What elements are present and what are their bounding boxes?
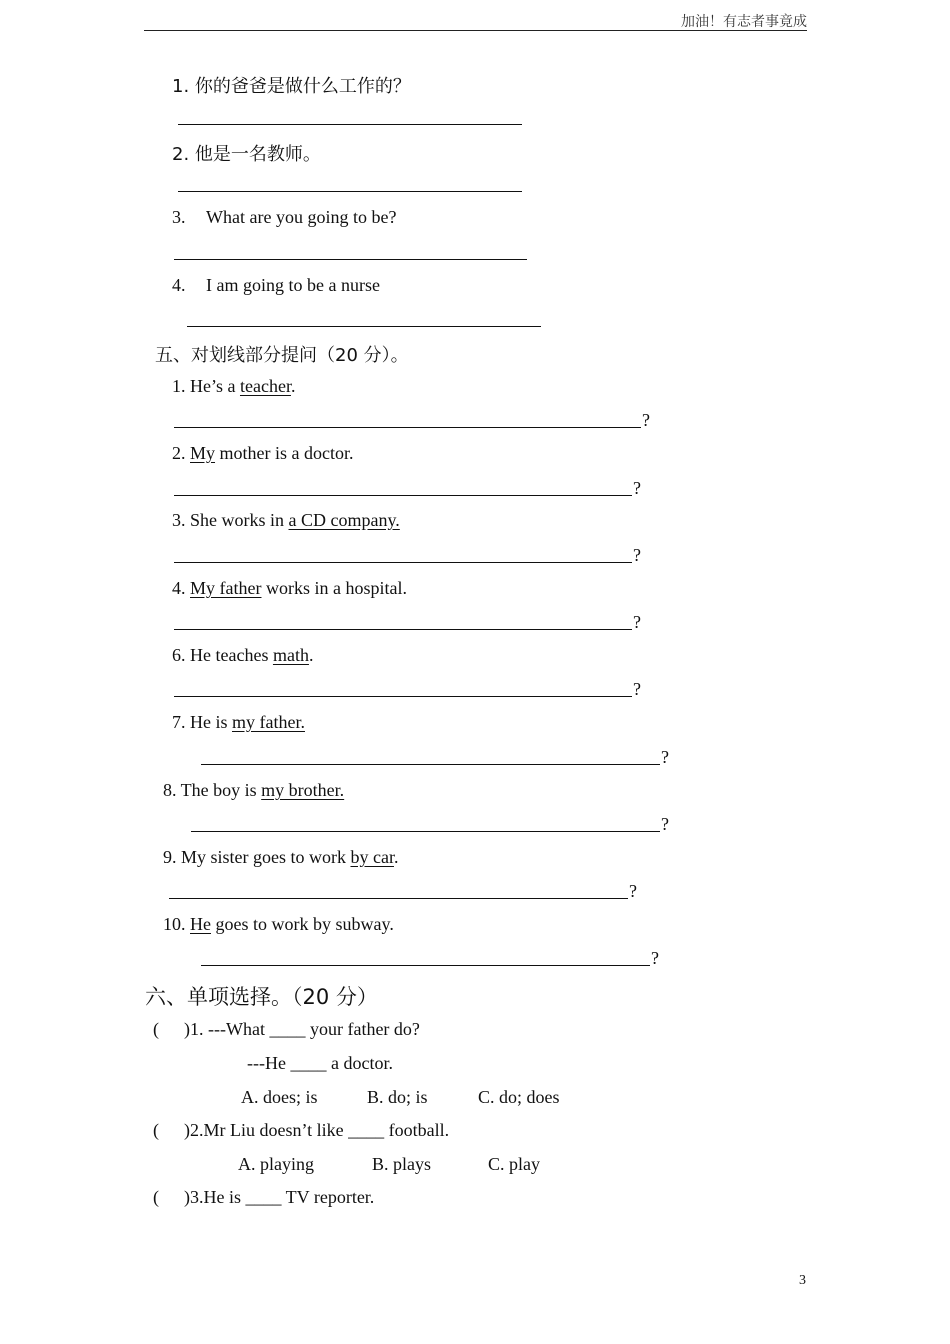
answer-paren-open: ( — [153, 1019, 159, 1039]
item-text: 你的爸爸是做什么工作的？ — [194, 76, 411, 97]
question-1-stem: 1. ---What ____ your father do? — [190, 1019, 420, 1039]
underlined-part: by car — [350, 847, 394, 867]
translation-item-2 — [172, 140, 321, 166]
answer-line[interactable] — [191, 831, 660, 832]
underlined-part: My — [190, 443, 216, 463]
section5-item-2: 2. My mother is a doctor. — [172, 443, 354, 463]
underlined-part: My father — [190, 578, 262, 598]
underlined-part: my father. — [232, 712, 305, 732]
question-mark: ? — [633, 679, 641, 699]
item-number: 3. — [172, 207, 186, 227]
item-text: What are you going to be? — [206, 207, 397, 227]
answer-line[interactable] — [174, 629, 632, 630]
item-number: 1. — [172, 76, 190, 97]
item-text: 他是一名教师。 — [194, 144, 321, 165]
option-a[interactable]: A. playing — [238, 1154, 314, 1174]
translation-item-4 — [172, 275, 380, 296]
answer-line[interactable] — [174, 259, 527, 260]
question-mark: ? — [629, 881, 637, 901]
question-3-stem: 3.He is ____ TV reporter. — [190, 1187, 375, 1207]
header-motto: 加油！有志者事竟成 — [681, 15, 807, 30]
translation-item-1 — [172, 72, 411, 98]
question-mark: ? — [633, 545, 641, 565]
answer-line[interactable] — [169, 898, 628, 899]
question-mark: ? — [661, 814, 669, 834]
answer-line[interactable] — [174, 696, 632, 697]
item-number: 4. — [172, 275, 186, 295]
section5-item-7: 7. He is my father. — [172, 712, 305, 732]
answer-paren-close: ) — [184, 1019, 190, 1039]
answer-paren-open: ( — [153, 1120, 159, 1140]
answer-paren-close: ) — [184, 1187, 190, 1207]
question-mark: ? — [661, 747, 669, 767]
underlined-part: a CD company. — [288, 510, 400, 530]
option-c[interactable]: C. do; does — [478, 1087, 560, 1107]
question-2-stem: 2.Mr Liu doesn’t like ____ football. — [190, 1120, 450, 1140]
answer-line[interactable] — [174, 427, 641, 428]
option-a[interactable]: A. does; is — [241, 1087, 318, 1107]
question-mark: ? — [633, 478, 641, 498]
item-number: 2. — [172, 144, 190, 165]
question-mark: ? — [651, 948, 659, 968]
answer-paren-open: ( — [153, 1187, 159, 1207]
underlined-part: He — [190, 914, 211, 934]
section5-item-6: 6. He teaches math. — [172, 645, 314, 665]
section5-item-8: 8. The boy is my brother. — [163, 780, 345, 800]
section5-item-3: 3. She works in a CD company. — [172, 510, 400, 530]
header-divider — [144, 30, 807, 31]
section5-item-4: 4. My father works in a hospital. — [172, 578, 407, 598]
section5-item-9: 9. My sister goes to work by car. — [163, 847, 399, 867]
question-mark: ? — [642, 410, 650, 430]
section5-item-1: 1. He’s a teacher. — [172, 376, 296, 396]
option-b[interactable]: B. do; is — [367, 1087, 428, 1107]
question-1-reply: ---He ____ a doctor. — [247, 1053, 393, 1073]
option-c[interactable]: C. play — [488, 1154, 540, 1174]
page-number: 3 — [799, 1273, 806, 1288]
answer-line[interactable] — [174, 562, 632, 563]
answer-line[interactable] — [174, 495, 632, 496]
section6-title: 六、单项选择。（20 分） — [145, 985, 378, 1009]
underlined-part: math — [272, 645, 309, 665]
answer-line[interactable] — [178, 191, 522, 192]
item-text: I am going to be a nurse — [206, 275, 380, 295]
answer-line[interactable] — [187, 326, 541, 327]
question-mark: ? — [633, 612, 641, 632]
option-b[interactable]: B. plays — [372, 1154, 432, 1174]
answer-paren-close: ) — [184, 1120, 190, 1140]
answer-line[interactable] — [178, 124, 522, 125]
underlined-part: my brother. — [261, 780, 345, 800]
translation-item-3 — [172, 207, 396, 228]
section5-item-10: 10. He goes to work by subway. — [163, 914, 394, 934]
answer-line[interactable] — [201, 764, 660, 765]
answer-line[interactable] — [201, 965, 650, 966]
section5-title: 五、对划线部分提问（20 分）。 — [155, 345, 409, 366]
underlined-part: teacher — [239, 376, 291, 396]
